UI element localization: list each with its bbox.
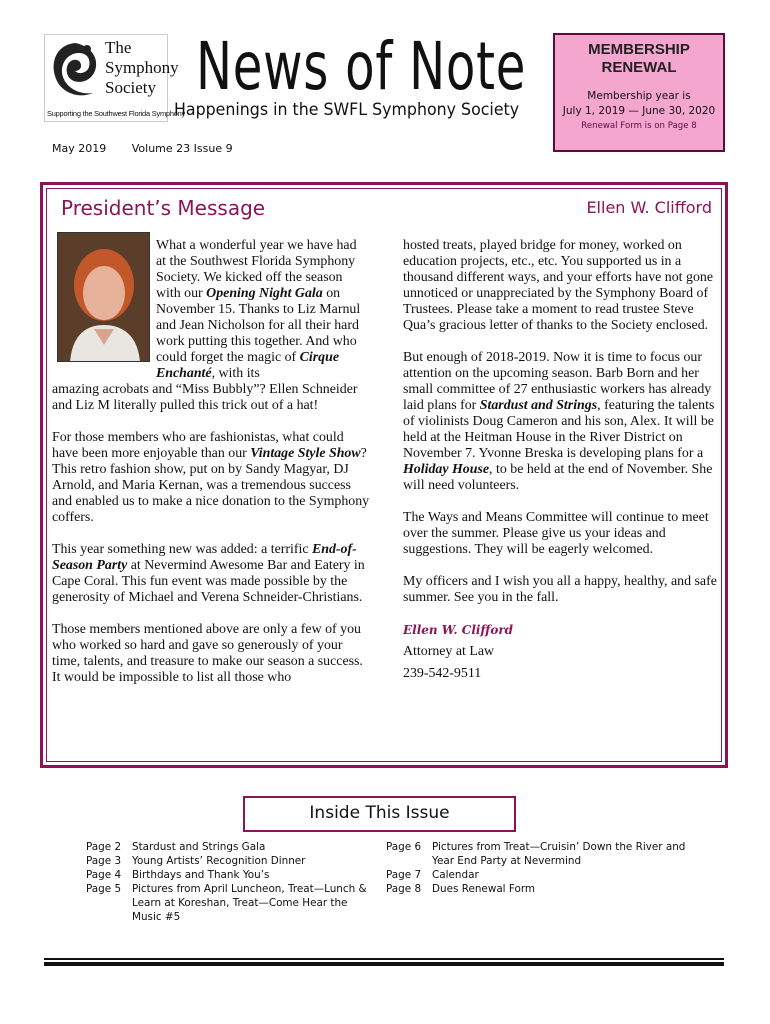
logo-tagline: Supporting the Southwest Florida Symphony — [47, 109, 186, 118]
signature-phone: 239-542-9511 — [403, 666, 482, 681]
p1-text-c: on November 15. Thanks to Liz Marnul and Jean Nicholson for all their hard work putting this together. And who could forget the magic of — [156, 286, 361, 365]
message-paragraph-5: hosted treats, played bridge for money, worked on education projects, etc., etc. You supported us in a thousand different ways, and your efforts have not gone unnoticed or unappreciated by the Symphony Board of Trustees. Please take a moment to read trustee Steve Qua’s gracious letter of thanks to the Society enclosed. — [403, 238, 714, 333]
inside-this-issue-title: Inside This Issue — [309, 803, 450, 823]
membership-year-range: July 1, 2019 — June 30, 2020 — [562, 105, 716, 117]
p2-text-c: ? This retro fashion show, put on by Sandy Magyar, DJ Arnold, and Maria Kernan, was a tremendous success and enabled us to make a nice donation to the Symphony coffers. — [52, 446, 370, 525]
toc-description: Birthdays and Thank You’s — [132, 869, 270, 881]
clef-swirl-icon — [47, 39, 103, 105]
toc-left-column — [86, 840, 376, 924]
message-paragraph-4: Those members mentioned above are only a few of you who worked so hard and gave so generously of your time, talents, and treasure to make our season a success. It would be impossible to list all those who — [52, 622, 363, 685]
toc-right-column — [386, 840, 706, 896]
membership-heading — [555, 41, 723, 77]
message-paragraph-1 — [52, 238, 370, 382]
toc-description: Pictures from Treat—Cruisin’ Down the River and Year End Party at Nevermind — [432, 841, 686, 867]
p3-text-a: This year something new was added: a terrific — [52, 542, 312, 557]
toc-item — [86, 882, 376, 924]
signature-title: Attorney at Law — [403, 644, 495, 659]
toc-description: Calendar — [432, 869, 479, 881]
toc-description: Pictures from April Luncheon, Treat—Lunch & Learn at Koreshan, Treat—Come Hear the Music #5 — [132, 883, 367, 923]
toc-description: Dues Renewal Form — [432, 883, 536, 895]
toc-description: Young Artists’ Recognition Dinner — [132, 855, 306, 867]
p1-text-e: , with its — [211, 366, 260, 381]
presidents-message-left-column — [52, 238, 370, 702]
toc-page: Page 2 — [86, 841, 122, 853]
footer-rule-thick — [44, 962, 724, 966]
r2-text-e: , to be held at the end of November. She will need volunteers. — [403, 462, 713, 493]
toc-description: Stardust and Strings Gala — [132, 841, 266, 853]
toc-item — [386, 840, 706, 868]
logo-line-symphony: Symphony — [105, 58, 179, 77]
p1-text-a: What a wonderful year we have had at the Southwest Florida Symphony Society. We kicked off the season with our — [156, 238, 357, 301]
membership-year-label: Membership year is — [587, 90, 691, 102]
toc-item — [386, 868, 706, 882]
vintage-style-show-emphasis: Vintage Style Show — [250, 446, 361, 461]
logo-line-the: The — [105, 38, 132, 57]
membership-heading-line1: MEMBERSHIP — [588, 41, 690, 58]
p3-text-c: at Nevermind Awesome Bar and Eatery in Cape Coral. This fun event was made possible by the generosity of Michael and Verena Schneider-Christians. — [52, 558, 365, 605]
message-paragraph-3 — [52, 542, 370, 606]
message-paragraph-6 — [403, 350, 721, 494]
toc-page: Page 5 — [86, 883, 122, 895]
signature: Ellen W. Clifford — [403, 623, 514, 637]
president-name: Ellen W. Clifford — [586, 198, 712, 217]
message-paragraph-1-continued: amazing acrobats and “Miss Bubbly”? Ellen Schneider and Liz M literally pulled this trick out of a hat! — [52, 382, 358, 413]
holiday-house-emphasis: Holiday House — [403, 462, 490, 477]
stardust-and-strings-emphasis: Stardust and Strings — [479, 398, 598, 413]
message-paragraph-8: My officers and I wish you all a happy, healthy, and safe summer. See you in the fall. — [403, 574, 717, 605]
presidents-message-heading: President’s Message — [61, 196, 266, 220]
cirque-enchante-emphasis: Cirque Enchanté — [156, 350, 339, 381]
issue-date: May 2019 — [52, 142, 107, 155]
opening-night-gala-emphasis: Opening Night Gala — [206, 286, 323, 301]
newsletter-subtitle: Happenings in the SWFL Symphony Society — [174, 100, 520, 120]
issue-dateline — [52, 142, 233, 155]
toc-page: Page 8 — [386, 883, 422, 895]
message-paragraph-2 — [52, 430, 370, 526]
toc-page: Page 7 — [386, 869, 422, 881]
newsletter-title: News of Note — [196, 28, 527, 105]
membership-heading-line2: RENEWAL — [601, 59, 677, 76]
footer-rule-thin — [44, 958, 724, 960]
toc-page: Page 3 — [86, 855, 122, 867]
toc-item — [86, 868, 376, 882]
society-logo — [44, 34, 186, 122]
presidents-message-right-column — [403, 238, 721, 682]
toc-page: Page 6 — [386, 841, 422, 853]
end-of-season-party-emphasis: End-of-Season Party — [52, 542, 357, 573]
toc-page: Page 4 — [86, 869, 122, 881]
toc-item — [386, 882, 706, 896]
p2-text-a: For those members who are fashionistas, what could have been more enjoyable than our — [52, 430, 344, 461]
r2-text-a: But enough of 2018-2019. Now it is time to focus our attention on the upcoming season. Barb Born and her small committee of 27 enthusiastic workers has already laid plans for — [403, 350, 712, 413]
r2-text-c: , featuring the talents of violinists Doug Cameron and his son, Alex. It will be held at the Heitman House in the River District on November 7. Yvonne Breska is developing plans for a — [403, 398, 715, 461]
renewal-form-note: Renewal Form is on Page 8 — [581, 121, 697, 131]
toc-item — [86, 840, 376, 854]
membership-renewal-box — [553, 33, 725, 152]
message-paragraph-7: The Ways and Means Committee will continue to meet over the summer. Please give us your ideas and suggestions. They will be eagerly welcomed. — [403, 510, 709, 557]
logo-line-society: Society — [105, 78, 156, 97]
toc-item — [86, 854, 376, 868]
issue-volume: Volume 23 Issue 9 — [131, 142, 233, 155]
